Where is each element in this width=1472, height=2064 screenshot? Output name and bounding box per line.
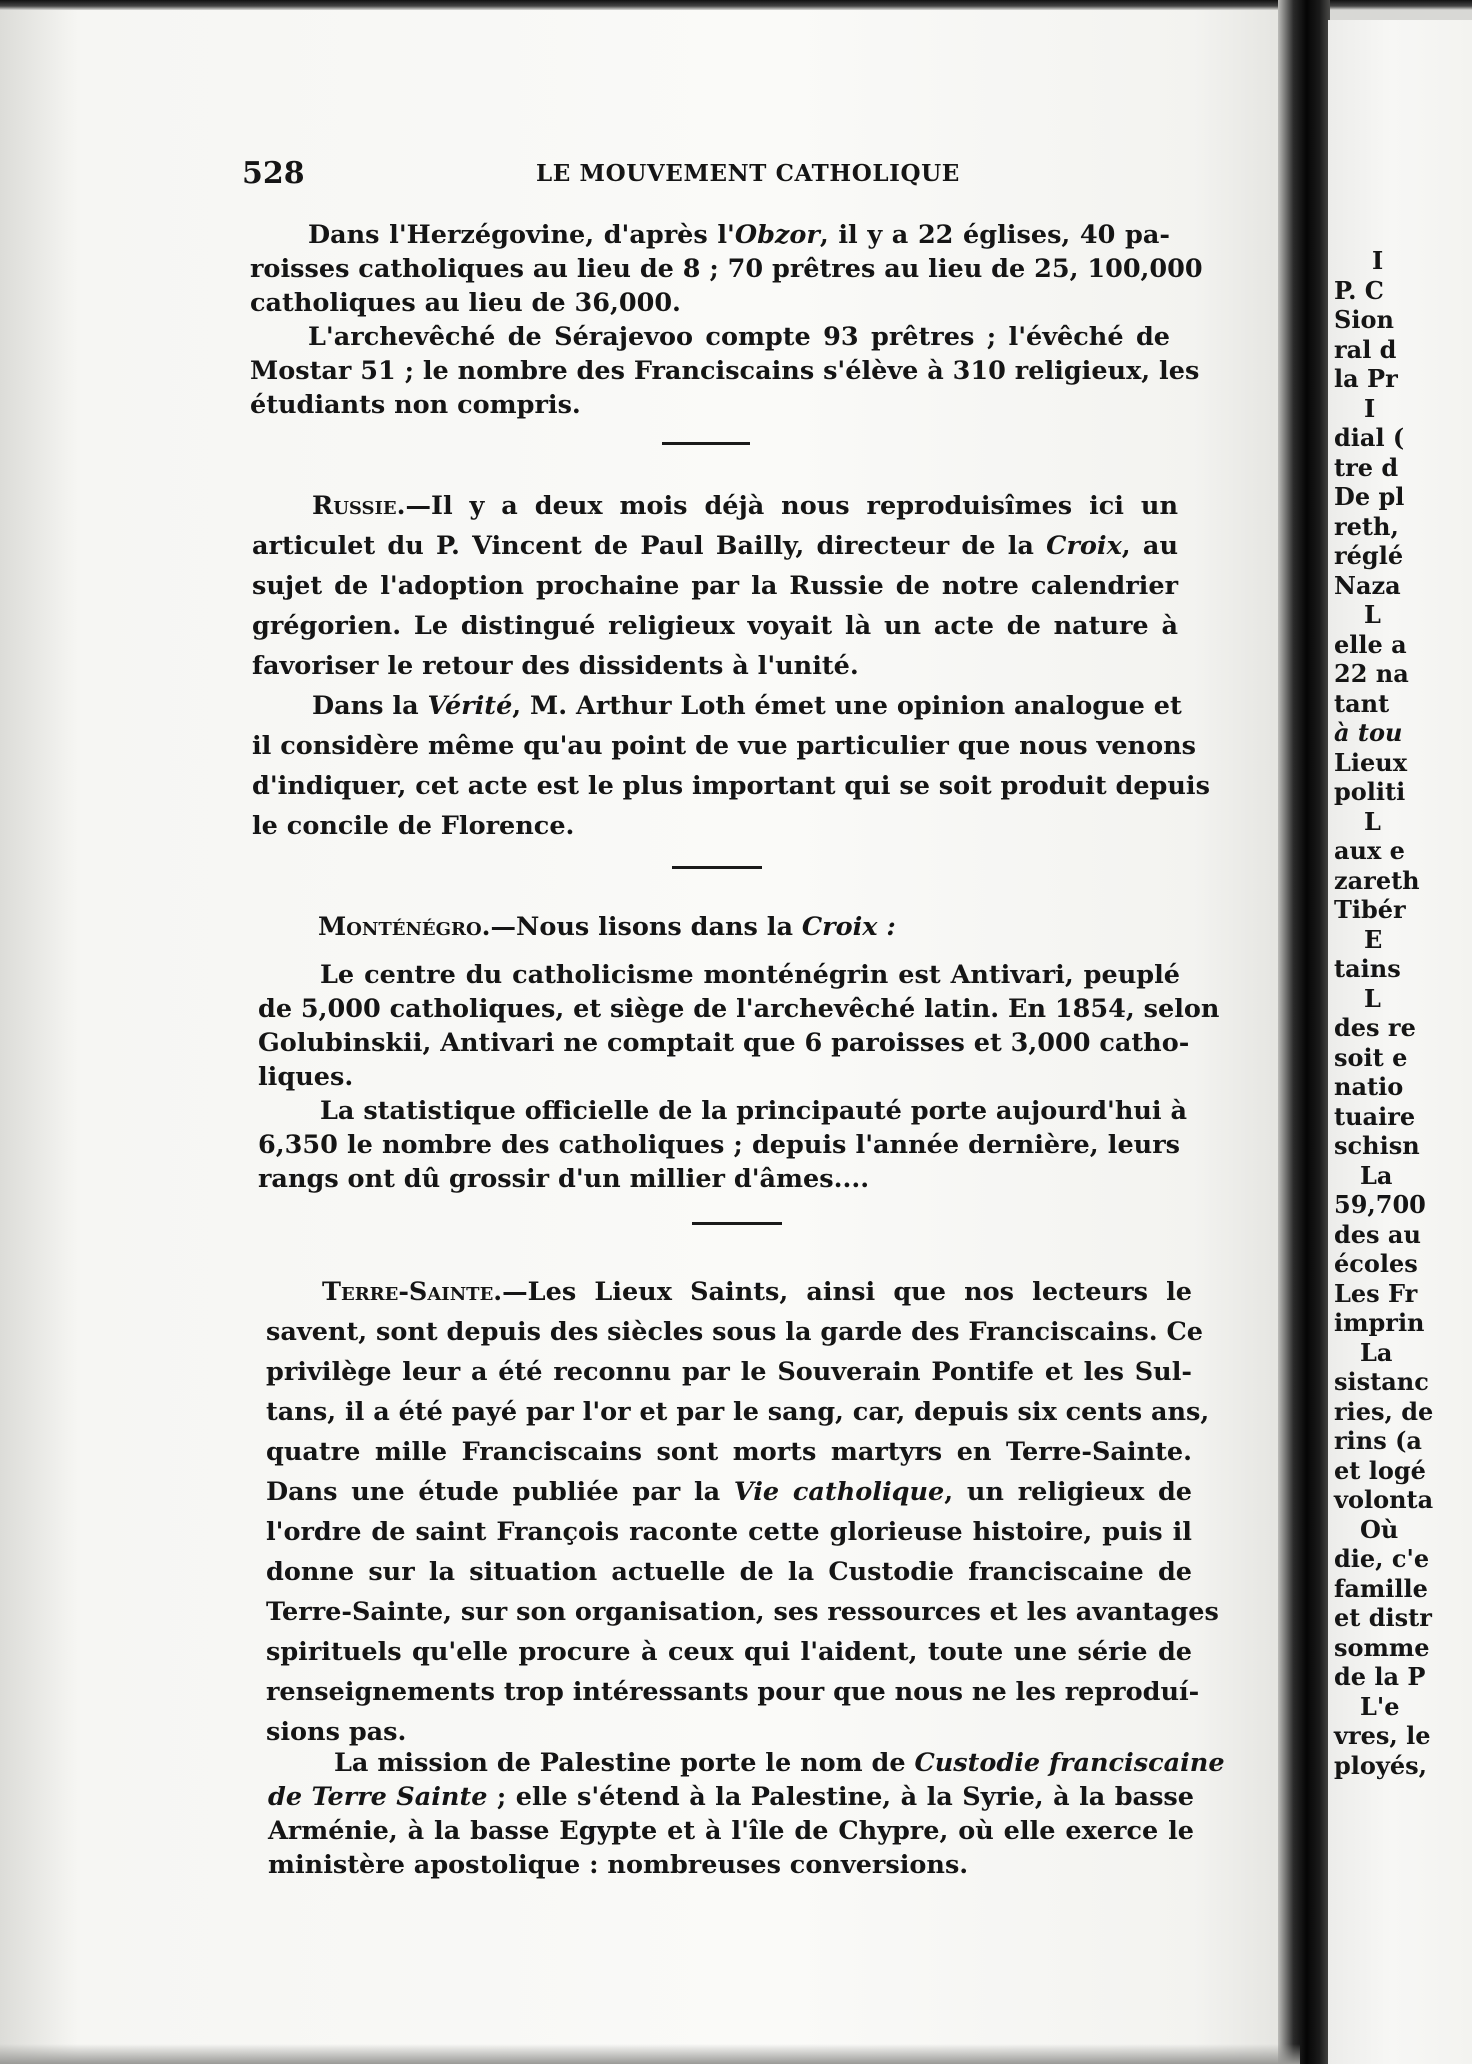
montenegro-paragraph-1 — [258, 958, 1220, 1094]
right-line: aux e — [1334, 836, 1405, 865]
text-line: il considère même qu'au point de vue particulier que nous venons — [252, 731, 1196, 761]
right-line: Naza — [1334, 570, 1401, 600]
text-line: Terre-Sainte.—Les Lieux Saints, ainsi que nos lecteurs le — [322, 1277, 1192, 1307]
right-line: des re — [1334, 1013, 1416, 1042]
right-line: L — [1364, 983, 1381, 1013]
text-line: tans, il a été payé par l'or et par le sang, car, depuis six cents ans, — [266, 1397, 1210, 1427]
text-line: catholiques au lieu de 36,000. — [250, 288, 681, 318]
right-line: écoles — [1334, 1249, 1418, 1278]
right-line: rins (a — [1334, 1426, 1422, 1455]
text-line: Mostar 51 ; le nombre des Franciscains s'élève à 310 religieux, les — [250, 356, 1200, 386]
montenegro-intro — [258, 910, 1180, 944]
right-line: La — [1360, 1337, 1393, 1367]
text-line: rangs ont dû grossir d'un millier d'âmes.... — [258, 1164, 870, 1194]
right-line: 59,700 — [1334, 1190, 1426, 1219]
right-line: natio — [1334, 1072, 1404, 1101]
section-separator — [662, 442, 750, 445]
right-line: 22 na — [1334, 659, 1409, 688]
top-edge-shadow — [0, 0, 1472, 10]
right-line: I — [1372, 246, 1384, 275]
right-line: die, c'e — [1334, 1544, 1430, 1573]
right-line: imprin — [1334, 1308, 1425, 1337]
right-line: volonta — [1334, 1485, 1434, 1514]
right-line: tant — [1334, 688, 1390, 718]
text-line: L'archevêché de Sérajevoo compte 93 prêtres ; l'évêché de — [308, 322, 1170, 352]
text-line: 6,350 le nombre des catholiques ; depuis l'année dernière, leurs — [258, 1130, 1180, 1160]
russie-paragraph-1 — [252, 486, 1178, 686]
text-line: sujet de l'adoption prochaine par la Russie de notre calendrier — [252, 571, 1178, 601]
text-line: Golubinskii, Antivari ne comptait que 6 paroisses et 3,000 catho- — [258, 1028, 1190, 1058]
text-line: Arménie, à la basse Egypte et à l'île de Chypre, où elle exerce le — [268, 1816, 1194, 1846]
book-gutter — [1278, 0, 1330, 2064]
text-line: Russie.—Il y a deux mois déjà nous reproduisîmes ici un — [312, 491, 1178, 521]
text-line: La mission de Palestine porte le nom de Custodie franciscaine — [334, 1748, 1225, 1778]
right-line: ral d — [1334, 334, 1397, 364]
right-line: tuaire — [1334, 1101, 1416, 1131]
text-line: privilège leur a été reconnu par le Souverain Pontife et les Sul- — [266, 1357, 1192, 1387]
right-line: tre d — [1334, 452, 1399, 482]
text-line: quatre mille Franciscains sont morts martyrs en Terre-Sainte. — [266, 1437, 1192, 1467]
right-line: réglé — [1334, 541, 1404, 570]
right-line: schisn — [1334, 1131, 1420, 1160]
right-page-text — [1334, 246, 1433, 1780]
right-line: la Pr — [1334, 364, 1398, 393]
right-line: Où — [1360, 1514, 1399, 1544]
right-page-fragment — [1328, 20, 1472, 2064]
text-line: grégorien. Le distingué religieux voyait là un acte de nature à — [252, 611, 1178, 641]
right-line: famille — [1334, 1573, 1428, 1603]
right-line: P. C — [1334, 275, 1384, 305]
right-line: de la P — [1334, 1662, 1426, 1691]
bottom-edge-shadow — [0, 2044, 1300, 2064]
right-line: soit e — [1334, 1042, 1408, 1072]
right-line: De pl — [1334, 482, 1405, 511]
text-line: de Terre Sainte ; elle s'étend à la Palestine, à la Syrie, à la basse — [268, 1782, 1195, 1812]
right-line: à tou — [1334, 718, 1403, 747]
text-line: de 5,000 catholiques, et siège de l'archevêché latin. En 1854, selon — [258, 994, 1220, 1024]
right-line: politi — [1334, 777, 1406, 806]
section-separator — [672, 866, 762, 869]
section-separator — [692, 1222, 782, 1225]
right-line: Tibér — [1334, 895, 1406, 924]
right-line: zareth — [1334, 865, 1420, 895]
text-line: sions pas. — [266, 1717, 407, 1747]
text-line: savent, sont depuis des siècles sous la garde des Franciscains. Ce — [266, 1317, 1203, 1347]
right-line: et logé — [1334, 1455, 1426, 1485]
running-title: LE MOUVEMENT CATHOLIQUE — [536, 160, 960, 187]
terre-sainte-paragraph-1 — [266, 1272, 1219, 1752]
right-line: Lieux — [1334, 747, 1408, 777]
text-line: d'indiquer, cet acte est le plus important qui se soit produit depuis — [252, 771, 1210, 801]
right-line: Les Fr — [1334, 1278, 1418, 1308]
text-line: liques. — [258, 1062, 354, 1092]
right-line: vres, le — [1334, 1721, 1431, 1750]
page-number: 528 — [242, 156, 305, 191]
text-line: donne sur la situation actuelle de la Custodie franciscaine de — [266, 1557, 1192, 1587]
right-line: La — [1360, 1160, 1393, 1190]
text-line: l'ordre de saint François raconte cette glorieuse histoire, puis il — [266, 1517, 1192, 1547]
text-line: favoriser le retour des dissidents à l'unité. — [252, 651, 859, 681]
right-line: L — [1364, 600, 1381, 629]
right-line: somme — [1334, 1632, 1430, 1662]
terre-sainte-paragraph-2 — [268, 1746, 1225, 1882]
text-line: étudiants non compris. — [250, 390, 581, 420]
right-line: sistanc — [1334, 1367, 1429, 1396]
right-line: Sion — [1334, 305, 1394, 334]
text-line: spirituels qu'elle procure à ceux qui l'aident, toute une série de — [266, 1637, 1192, 1667]
text-line: La statistique officielle de la principauté porte aujourd'hui à — [320, 1096, 1188, 1126]
right-line: tains — [1334, 954, 1401, 983]
right-line: E — [1364, 924, 1383, 954]
text-line: articulet du P. Vincent de Paul Bailly, directeur de la Croix, au — [252, 531, 1178, 561]
herzegovine-paragraph-1 — [250, 218, 1203, 320]
right-line: L'e — [1360, 1691, 1400, 1721]
right-line: I — [1364, 393, 1376, 423]
herzegovine-paragraph-2 — [250, 320, 1200, 422]
right-line: elle a — [1334, 629, 1407, 659]
running-head — [0, 152, 1298, 192]
right-line: L — [1364, 806, 1381, 836]
montenegro-paragraph-2 — [258, 1094, 1188, 1196]
text-line: Le centre du catholicisme monténégrin est Antivari, peuplé — [320, 960, 1180, 990]
section-heading-russie: Russie. — [312, 491, 406, 521]
right-line: des au — [1334, 1219, 1421, 1249]
right-line: reth, — [1334, 511, 1399, 541]
section-heading-montenegro: Monténégro. — [318, 912, 491, 942]
section-heading-terre-sainte: Terre-Sainte. — [322, 1277, 503, 1307]
right-line: dial ( — [1334, 423, 1405, 452]
text-line: Monténégro.—Nous lisons dans la Croix : — [318, 912, 896, 942]
text-line: renseignements trop intéressants pour que nous ne les reproduí- — [266, 1677, 1200, 1707]
text-line: Dans la Vérité, M. Arthur Loth émet une opinion analogue et — [312, 691, 1182, 721]
right-line: et distr — [1334, 1603, 1432, 1632]
text-line: Dans l'Herzégovine, d'après l'Obzor, il y a 22 églises, 40 pa- — [308, 220, 1170, 250]
russie-paragraph-2 — [252, 686, 1210, 846]
text-line: ministère apostolique : nombreuses conversions. — [268, 1850, 969, 1880]
text-line: Terre-Sainte, sur son organisation, ses ressources et les avantages — [266, 1597, 1219, 1627]
text-line: Dans une étude publiée par la Vie catholique, un religieux de — [266, 1477, 1192, 1507]
right-line: ployés, — [1334, 1750, 1427, 1780]
right-line: ries, de — [1334, 1396, 1434, 1426]
text-line: roisses catholiques au lieu de 8 ; 70 prêtres au lieu de 25, 100,000 — [250, 254, 1203, 284]
text-line: le concile de Florence. — [252, 811, 575, 841]
